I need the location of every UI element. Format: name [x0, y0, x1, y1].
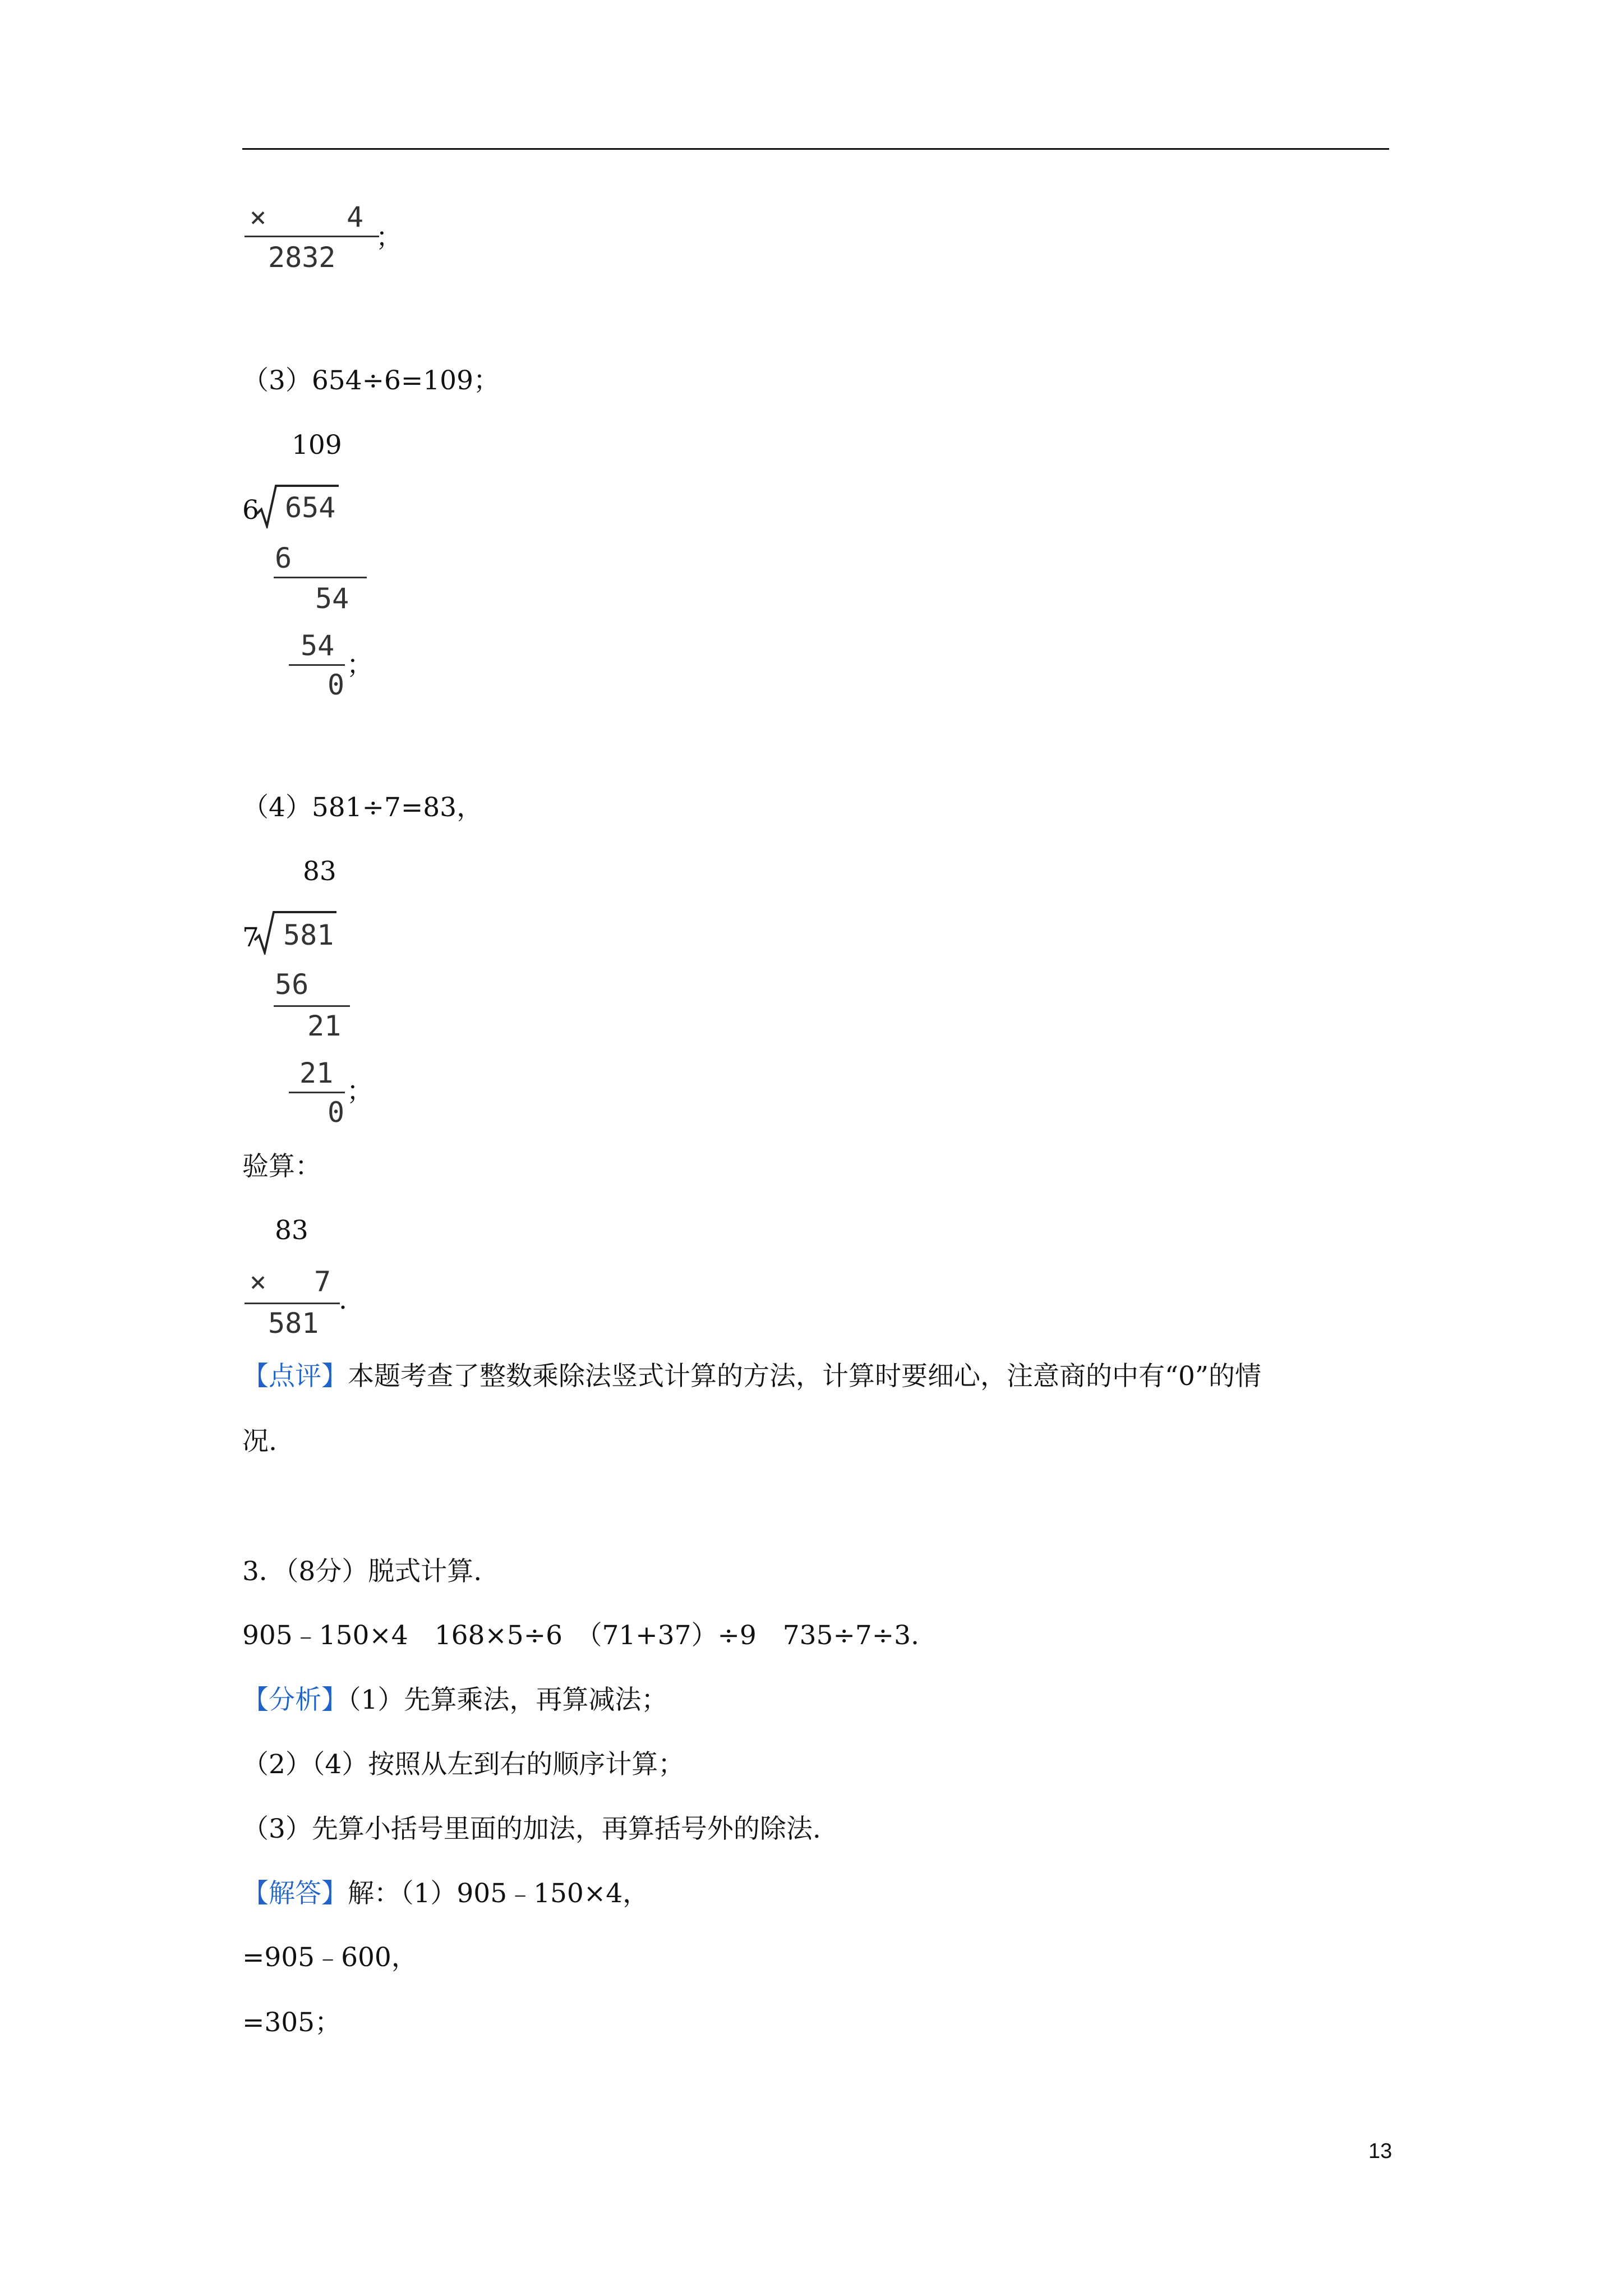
check-label: 验算： — [242, 1151, 321, 1182]
product-rule — [245, 1303, 340, 1304]
multiplier: 7 — [314, 1266, 331, 1298]
comment-tag: 【点评】 — [242, 1361, 348, 1392]
comment-line-1 — [242, 1361, 1261, 1392]
semicolon: ； — [347, 1076, 373, 1107]
analysis-line-1 — [242, 1687, 667, 1713]
times-sign: × — [250, 1266, 267, 1298]
answer-line-2: =905﹣600， — [242, 1942, 418, 1973]
analysis-text-1: （1）先算乘法，再算减法； — [348, 1685, 668, 1715]
multiplier: 4 — [347, 201, 364, 233]
part3-equation: （3）654÷6=109； — [242, 365, 500, 396]
page-number: 13 — [1368, 2139, 1393, 2163]
comment-line-2: 况. — [242, 1426, 277, 1457]
times-sign: × — [250, 201, 267, 233]
subtract-2: 21 — [299, 1057, 334, 1089]
dividend: 581 — [283, 919, 334, 951]
comment-text-1: 本题考查了整数乘除法竖式计算的方法，计算时要细心，注意商的中有“0”的情 — [348, 1361, 1261, 1392]
analysis-line-2: （2）（4）按照从左到右的顺序计算； — [242, 1749, 685, 1780]
divisor: 7 — [242, 922, 259, 953]
answer-line-1 — [242, 1880, 649, 1907]
remainder-1: 21 — [307, 1010, 342, 1042]
period: . — [339, 1285, 347, 1315]
part4-equation: （4）581÷7=83， — [242, 792, 483, 823]
answer-line-3: =305； — [242, 2007, 342, 2038]
answer-text-1: 解：（1）905﹣150×4， — [348, 1878, 649, 1909]
quotient: 83 — [303, 856, 336, 887]
dividend: 654 — [285, 491, 336, 524]
remainder-1: 54 — [315, 582, 349, 615]
header-rule — [242, 148, 1389, 150]
subtract-1: 56 — [275, 968, 309, 1001]
divisor: 6 — [242, 495, 259, 526]
quotient: 109 — [292, 430, 342, 461]
product: 581 — [268, 1307, 319, 1340]
remainder-2: 0 — [328, 669, 345, 701]
top-number: 83 — [275, 1215, 308, 1246]
semicolon: ； — [376, 222, 402, 253]
product: 2832 — [268, 241, 336, 274]
q3-expressions: 905﹣150×4 168×5÷6 （71+37）÷9 735÷7÷3. — [242, 1620, 919, 1651]
rule-2 — [289, 664, 345, 666]
semicolon: ； — [347, 650, 373, 680]
rule-1 — [274, 1005, 350, 1007]
rule-1 — [274, 577, 367, 578]
subtract-2: 54 — [301, 629, 335, 662]
rule-2 — [289, 1092, 345, 1093]
product-rule — [245, 236, 379, 237]
q3-title: 3．（8分）脱式计算. — [242, 1556, 482, 1587]
analysis-line-3: （3）先算小括号里面的加法，再算括号外的除法. — [242, 1814, 821, 1844]
analysis-tag: 【分析】 — [242, 1685, 348, 1715]
subtract-1: 6 — [275, 542, 292, 574]
remainder-2: 0 — [328, 1096, 345, 1129]
answer-tag: 【解答】 — [242, 1878, 348, 1909]
